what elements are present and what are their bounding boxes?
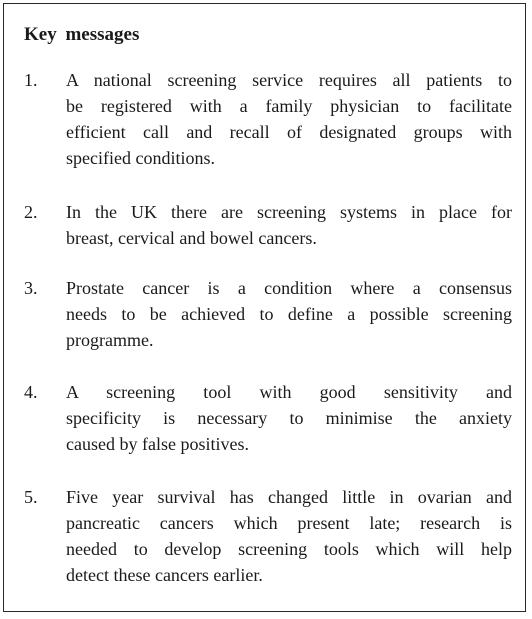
item-line: efficient call and recall of designated groups with [66,122,512,142]
item-line: In the UK there are screening systems in place for [66,202,512,222]
item-line: breast, cervical and bowel cancers. [66,228,317,248]
item-line: Prostate cancer is a condition where a consensus [66,278,512,298]
item-line: Five year survival has changed little in ovarian and [66,487,512,507]
item-line: be registered with a family physician to facilitate [66,96,512,116]
item-number: 1. [24,70,38,90]
item-text [66,67,512,171]
item-line: A national screening service requires all patients to [66,70,512,90]
item-line: caused by false positives. [66,434,249,454]
item-line: A screening tool with good sensitivity and [66,382,512,402]
item-text [66,484,512,588]
box-title: Key messages [24,24,140,45]
item-number: 5. [24,487,38,507]
item-line: pancreatic cancers which present late; research is [66,513,512,533]
item-line: needs to be achieved to define a possible screening [66,304,512,324]
item-number: 4. [24,382,38,402]
item-line: specificity is necessary to minimise the anxiety [66,408,512,428]
item-line: specified conditions. [66,148,215,168]
item-line: programme. [66,330,154,350]
item-text [66,199,512,251]
key-messages-box [3,3,526,612]
item-number: 2. [24,202,38,222]
item-line: needed to develop screening tools which will help [66,539,512,559]
item-line: detect these cancers earlier. [66,565,263,585]
item-text [66,275,512,353]
item-text [66,379,512,457]
item-number: 3. [24,278,38,298]
